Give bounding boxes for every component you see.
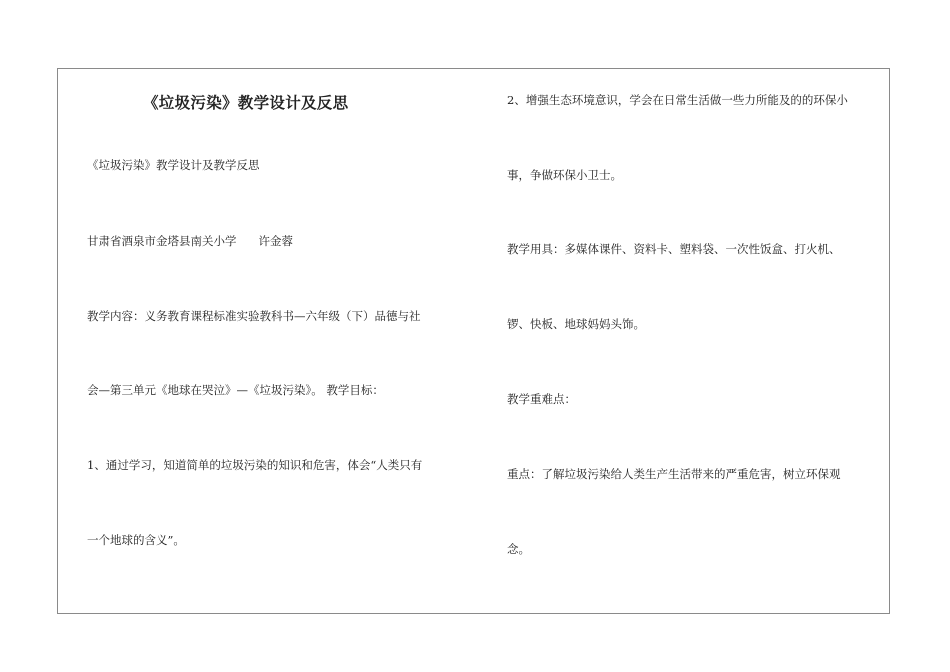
document-subtitle: 《垃圾污染》教学设计及教学反思 [87, 158, 260, 172]
author-line [87, 236, 293, 248]
teaching-tools-line-2: 锣、快板、地球妈妈头饰。 [507, 317, 645, 331]
key-point-line-1: 重点：了解垃圾污染给人类生产生活带来的严重危害，树立环保观 [507, 467, 841, 481]
author-name: 许金蓉 [258, 234, 293, 248]
goal-2-line-1: 2、增强生态环境意识，学会在日常生活做一些力所能及的的环保小 [507, 93, 848, 107]
goal-1-line-2: 一个地球的含义”。 [87, 533, 185, 547]
teaching-tools-line-1: 教学用具：多媒体课件、资料卡、塑料袋、一次性饭盒、打火机、 [507, 242, 841, 256]
key-point-line-2: 念。 [507, 542, 530, 556]
teaching-content-line-1: 教学内容：义务教育课程标准实验教科书—六年级（下）品德与社 [87, 309, 421, 323]
document-title: 《垃圾污染》教学设计及反思 [143, 93, 349, 112]
goal-2-line-2: 事，争做环保小卫士。 [507, 168, 622, 182]
key-points-heading: 教学重难点： [507, 392, 576, 406]
teaching-content-line-2: 会—第三单元《地球在哭泣》—《垃圾污染》。 教学目标： [87, 383, 384, 397]
author-school: 甘肃省酒泉市金塔县南关小学 [87, 234, 237, 248]
goal-1-line-1: 1、通过学习，知道简单的垃圾污染的知识和危害，体会“人类只有 [87, 458, 423, 472]
